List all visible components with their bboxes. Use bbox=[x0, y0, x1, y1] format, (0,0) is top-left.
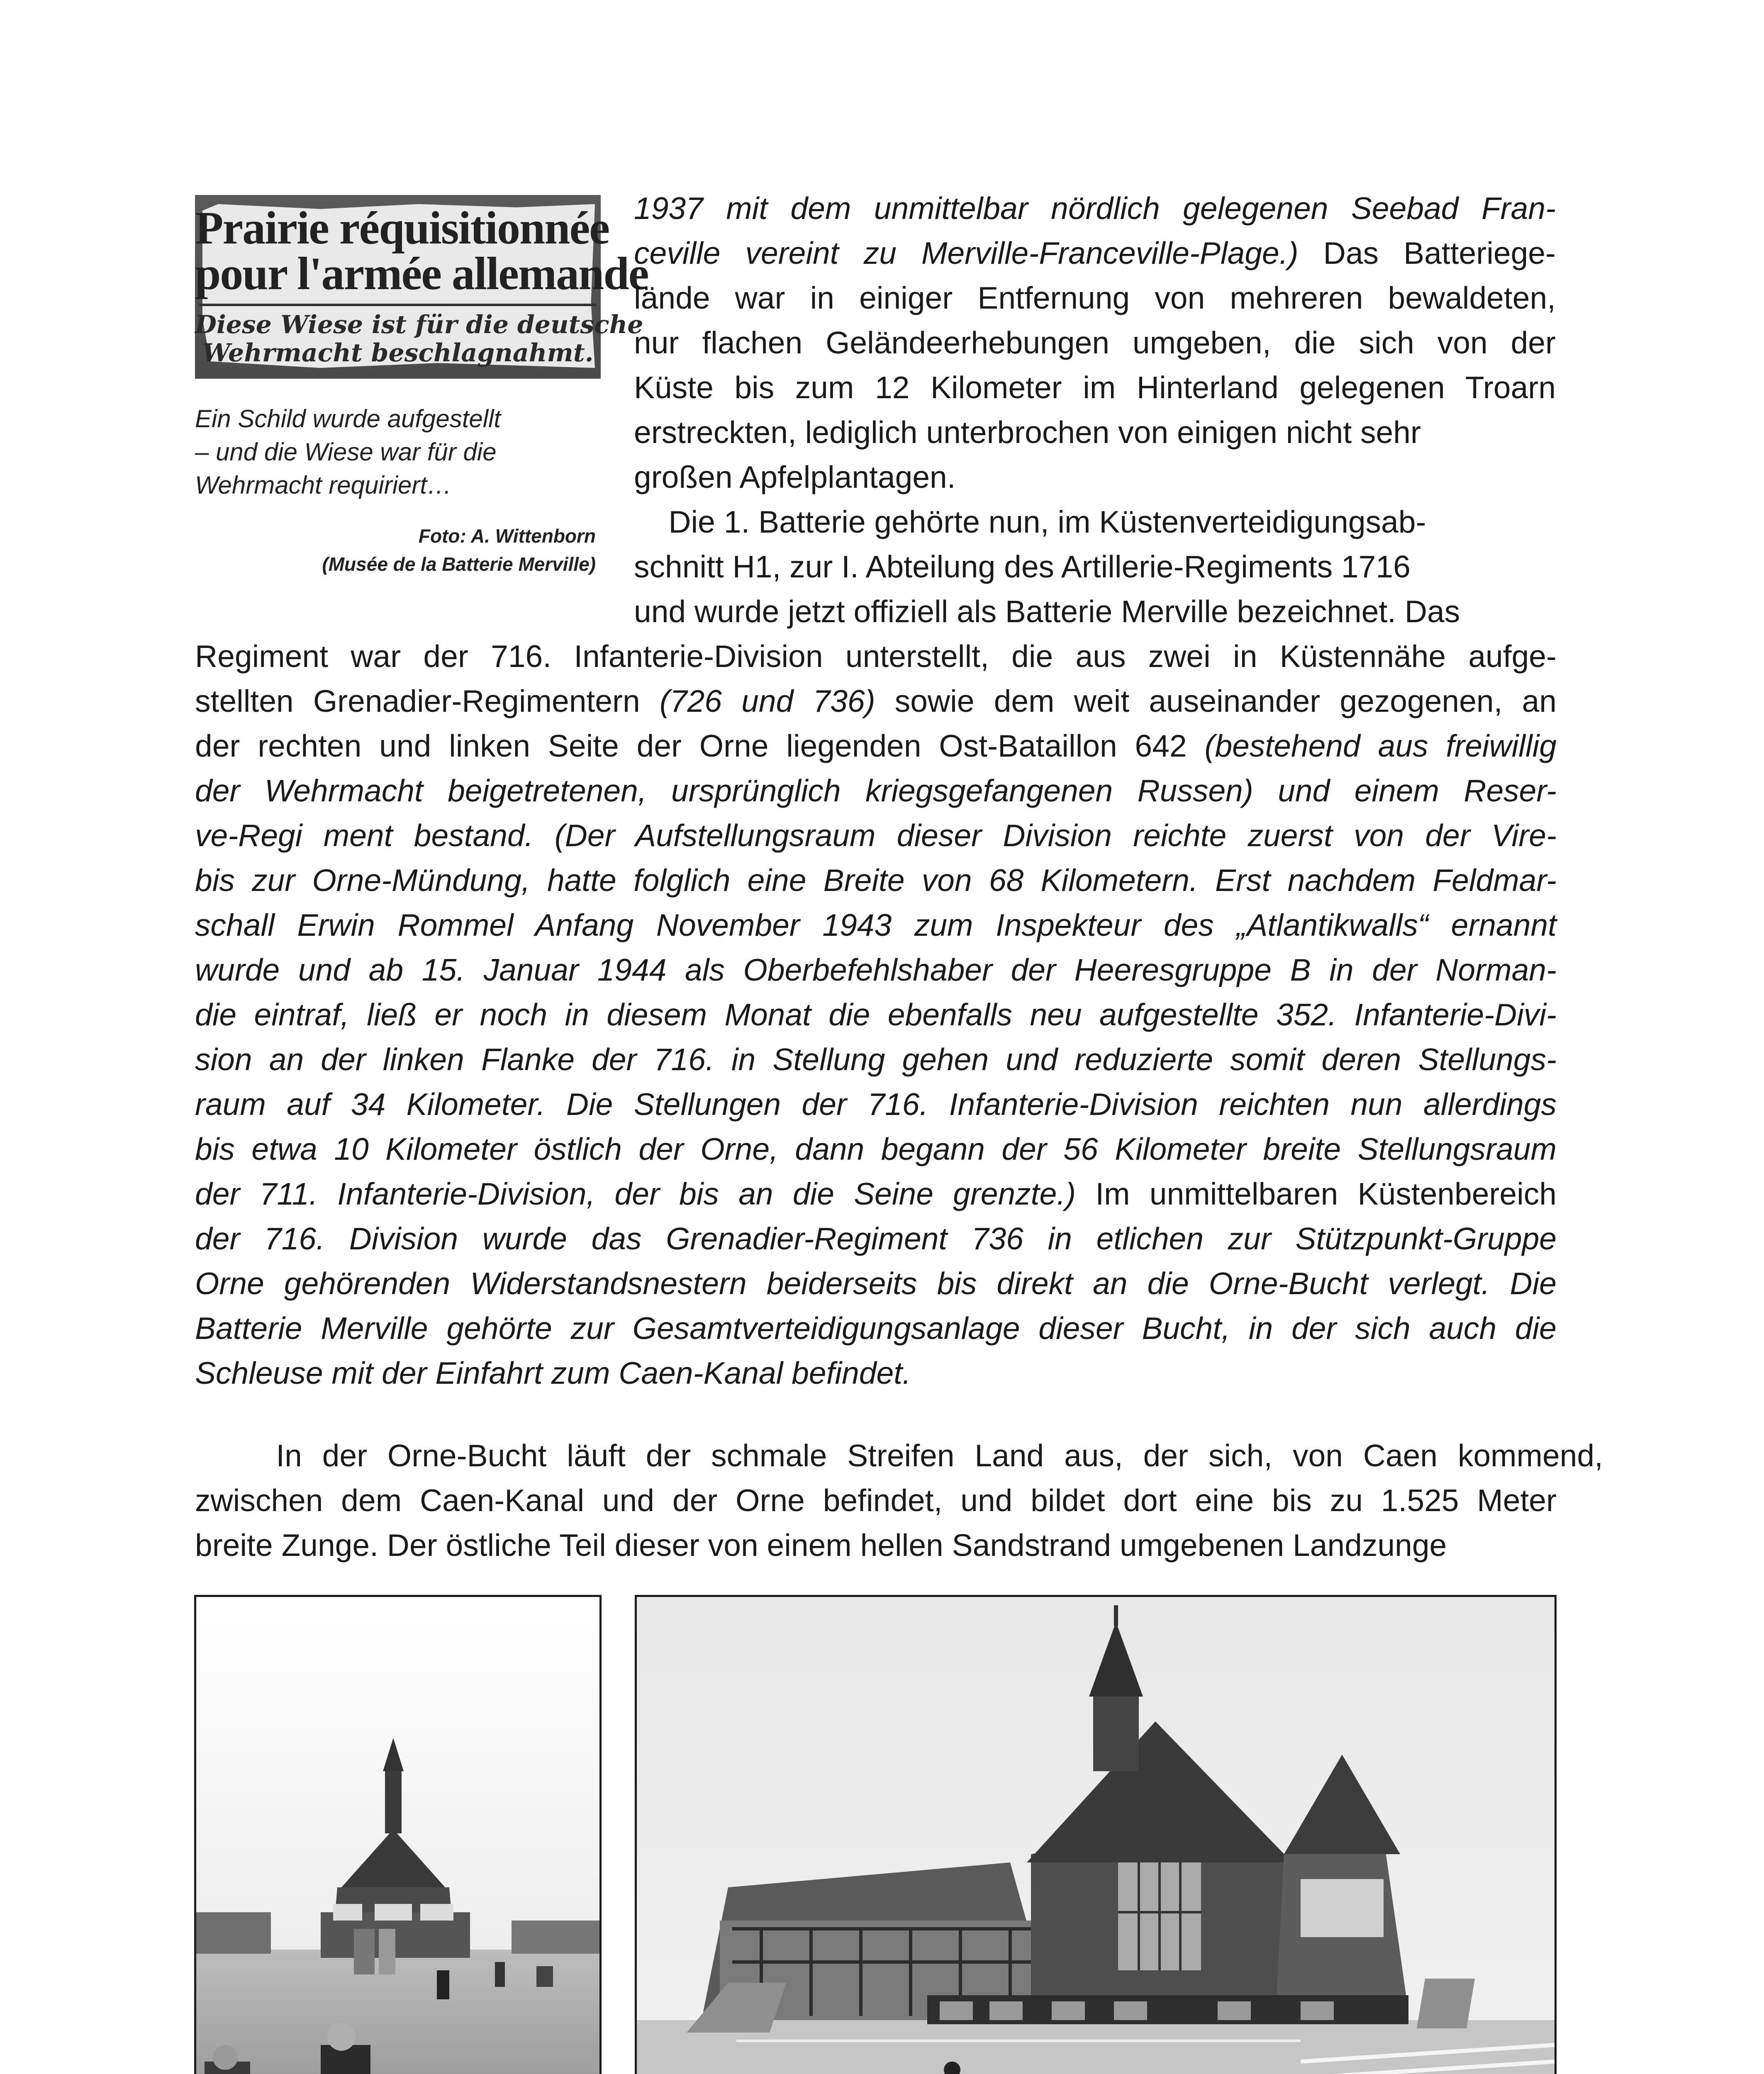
text-run: Das Batteriege- bbox=[1298, 236, 1556, 270]
sign-photo bbox=[195, 195, 648, 379]
text-run: sowie dem weit auseinander gezogenen, an bbox=[875, 684, 1557, 718]
italic-run: der 711. Infanterie-Division, der bis an die Seine grenzte.) bbox=[195, 1176, 1076, 1211]
italic-run: ve-Regi ment bestand. (Der Aufstellungsraum dieser Division reichte zuerst von der Vire- bbox=[195, 818, 1557, 853]
italic-run: Batterie Merville gehörte zur Gesamtverteidigungsanlage dieser Bucht, in der sich auch die bbox=[195, 1311, 1557, 1346]
beach-photo-image bbox=[196, 1597, 599, 2074]
italic-run: bis etwa 10 Kilometer östlich der Orne, dann begann der 56 Kilometer breite Stellungsraum bbox=[195, 1132, 1557, 1166]
text-line bbox=[634, 320, 1556, 365]
sign-credit-2: (Musée de la Batterie Merville) bbox=[322, 553, 596, 575]
text-line bbox=[195, 723, 1557, 768]
italic-run: der Wehrmacht beigetretenen, ursprünglich kriegsgefangenen Russen) und einem Reser- bbox=[195, 773, 1557, 808]
sign-subline-1: Diese Wiese ist für die deutsche bbox=[195, 310, 643, 339]
text-line bbox=[634, 499, 1556, 544]
text-run: zwischen dem Caen-Kanal und der Orne befindet, und bildet dort eine bis zu 1.525 Meter bbox=[195, 1483, 1557, 1518]
text-line bbox=[195, 858, 1557, 903]
text-line bbox=[634, 365, 1556, 410]
text-run: Im unmittelbaren Küstenbereich bbox=[1076, 1176, 1557, 1211]
text-line bbox=[195, 813, 1557, 858]
italic-run: 1937 mit dem unmittelbar nördlich gelegenen Seebad Fran- bbox=[634, 191, 1556, 226]
italic-run: die eintraf, ließ er noch in diesem Monat die ebenfalls neu aufgestellte 352. Infanterie-Divi- bbox=[195, 997, 1557, 1032]
text-run: und wurde jetzt offiziell als Batterie Merville bezeichnet. Das bbox=[634, 594, 1460, 629]
sign-caption-line: Wehrmacht requiriert… bbox=[195, 471, 452, 499]
text-run: Küste bis zum 12 Kilometer im Hinterland gelegenen Troarn bbox=[634, 370, 1556, 405]
text-line bbox=[634, 231, 1556, 275]
sign-caption-line: – und die Wiese war für die bbox=[195, 438, 497, 466]
text-run: Die 1. Batterie gehörte nun, im Küstenverteidigungsab- bbox=[634, 504, 1426, 539]
text-line bbox=[195, 1306, 1557, 1351]
text-line bbox=[634, 455, 1556, 499]
italic-run: schall Erwin Rommel Anfang November 1943 zum Inspekteur des „Atlantikwalls“ ernannt bbox=[195, 908, 1557, 942]
casino-photo-image bbox=[637, 1597, 1554, 2074]
casino-photo bbox=[635, 1595, 1557, 2074]
sign-headline-1: Prairie réquisitionnée bbox=[195, 202, 609, 254]
right-column-text bbox=[634, 186, 1556, 634]
text-line bbox=[195, 1351, 1557, 1395]
text-line bbox=[634, 275, 1556, 320]
text-line bbox=[195, 1433, 1603, 1478]
italic-run: Orne gehörenden Widerstandsnestern beiderseits bis direkt an die Orne-Bucht verlegt. Die bbox=[195, 1266, 1557, 1301]
text-line bbox=[634, 410, 1556, 455]
text-run: erstreckten, lediglich unterbrochen von einigen nicht sehr bbox=[634, 415, 1421, 450]
text-run: breite Zunge. Der östliche Teil dieser von einem hellen Sandstrand umgebenen Landzunge bbox=[195, 1528, 1447, 1563]
body-text bbox=[195, 634, 1557, 1395]
sign-subline-2: Wehrmacht beschlagnahmt. bbox=[202, 338, 594, 368]
text-line bbox=[195, 903, 1557, 947]
text-line bbox=[195, 1037, 1557, 1082]
italic-run: (726 und 736) bbox=[659, 684, 875, 718]
text-line bbox=[195, 1082, 1557, 1127]
text-run: nur flachen Geländeerhebungen umgeben, die sich von der bbox=[634, 325, 1556, 360]
italic-run: raum auf 34 Kilometer. Die Stellungen der 716. Infanterie-Division reichten nun allerdings bbox=[195, 1087, 1557, 1122]
text-run: Regiment war der 716. Infanterie-Division unterstellt, die aus zwei in Küstennähe aufge- bbox=[195, 639, 1557, 674]
text-line bbox=[634, 589, 1556, 634]
text-line bbox=[634, 544, 1556, 589]
text-line bbox=[195, 1127, 1557, 1171]
text-run: lände war in einiger Entfernung von mehreren bewaldeten, bbox=[634, 280, 1556, 315]
italic-run: wurde und ab 15. Januar 1944 als Oberbefehlshaber der Heeresgruppe B in der Norman- bbox=[195, 952, 1557, 987]
text-line bbox=[195, 1478, 1557, 1523]
sign-caption-line: Ein Schild wurde aufgestellt bbox=[195, 405, 501, 433]
text-line bbox=[195, 1216, 1557, 1261]
italic-run: (bestehend aus freiwillig bbox=[1204, 728, 1557, 763]
italic-run: ceville vereint zu Merville-Franceville-Plage.) bbox=[634, 236, 1299, 270]
text-line bbox=[195, 768, 1557, 813]
beach-photo bbox=[194, 1595, 602, 2074]
sign-headline-2: pour l'armée allemande bbox=[195, 248, 648, 299]
text-line bbox=[634, 186, 1556, 231]
sign-credit-1: Foto: A. Wittenborn bbox=[418, 525, 596, 547]
italic-run: sion an der linken Flanke der 716. in Stellung gehen und reduzierte somit deren Stellungs- bbox=[195, 1042, 1557, 1077]
text-line bbox=[195, 634, 1557, 679]
italic-run: bis zur Orne-Mündung, hatte folglich eine Breite von 68 Kilometern. Erst nachdem Feldmar- bbox=[195, 863, 1557, 898]
text-line bbox=[195, 1261, 1557, 1306]
italic-run: der 716. Division wurde das Grenadier-Regiment 736 in etlichen zur Stützpunkt-Gruppe bbox=[195, 1221, 1557, 1256]
text-run: schnitt H1, zur I. Abteilung des Artillerie-Regiments 1716 bbox=[634, 549, 1411, 584]
text-run: der rechten und linken Seite der Orne liegenden Ost-Bataillon 642 bbox=[195, 728, 1205, 763]
paragraph-2 bbox=[195, 1433, 1603, 1568]
sign-rule bbox=[199, 304, 597, 306]
text-run: In der Orne-Bucht läuft der schmale Streifen Land aus, der sich, von Caen kommend, bbox=[195, 1438, 1603, 1473]
text-line bbox=[195, 679, 1557, 723]
text-line bbox=[195, 1523, 1557, 1568]
sign-caption bbox=[195, 402, 602, 502]
text-run: stellten Grenadier-Regimentern bbox=[195, 684, 660, 718]
text-run: großen Apfelplantagen. bbox=[634, 460, 956, 494]
text-line bbox=[195, 947, 1557, 992]
italic-run: Schleuse mit der Einfahrt zum Caen-Kanal befindet. bbox=[195, 1356, 911, 1390]
text-line bbox=[195, 992, 1557, 1037]
text-line bbox=[195, 1171, 1557, 1216]
